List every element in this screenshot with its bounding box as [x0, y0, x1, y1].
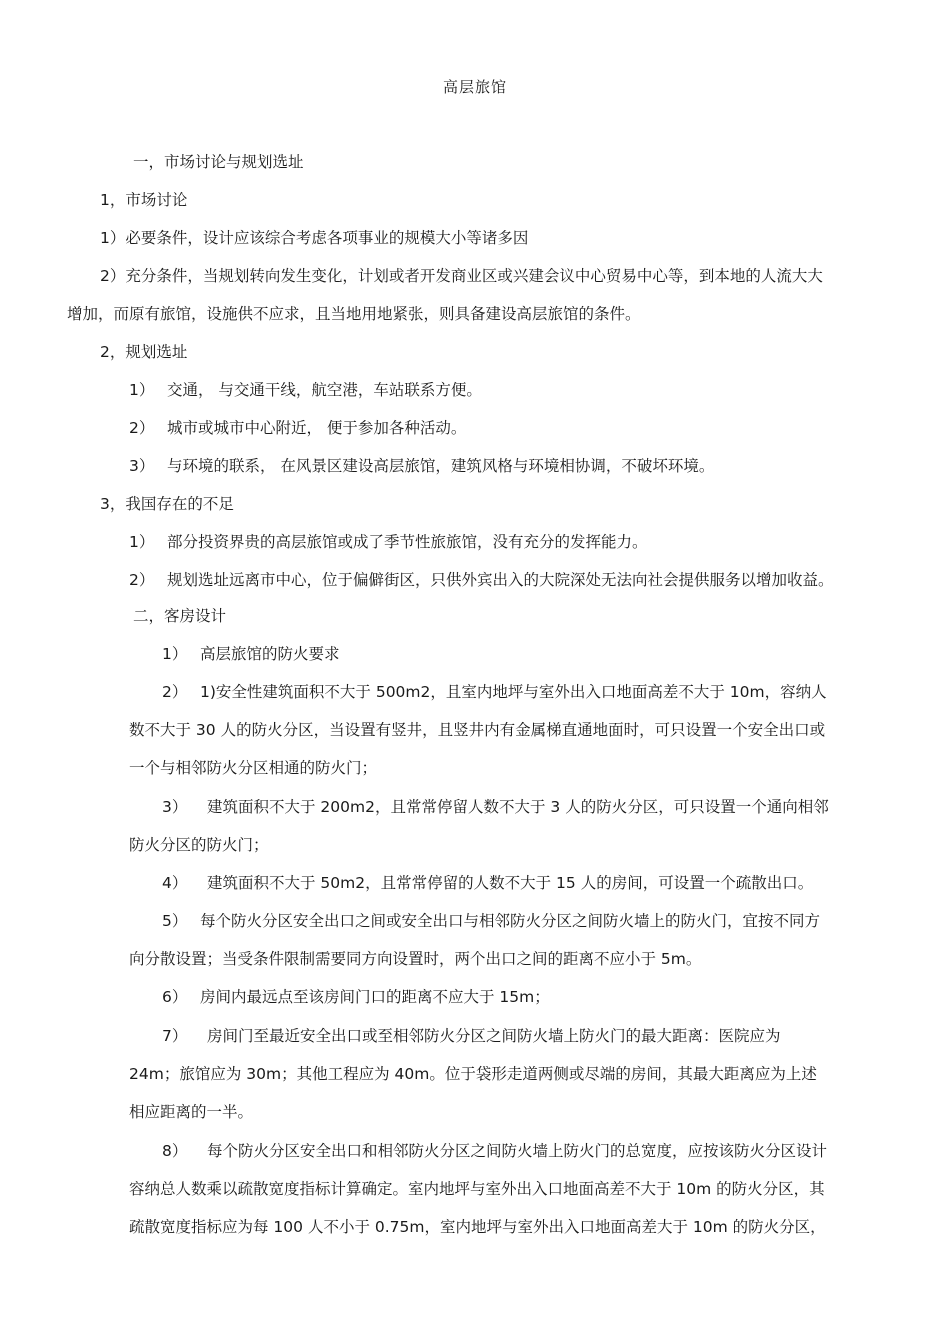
list-item-text: 交通， 与交通干线，航空港，车站联系方便。	[167, 381, 482, 399]
fire-item-4	[162, 873, 813, 893]
fire-item-7-line3: 相应距离的一半。	[129, 1103, 254, 1121]
list-item-text: 部分投资界贵的高层旅馆或成了季节性旅旅馆，没有充分的发挥能力。	[167, 533, 648, 551]
fire-item-3-line1	[162, 797, 829, 817]
list-item-text: 高层旅馆的防火要求	[200, 645, 340, 663]
list-item-text: 与环境的联系， 在风景区建设高层旅馆，建筑风格与环境相协调，不破坏环境。	[167, 457, 715, 475]
fire-item-2-line1	[162, 682, 827, 702]
list-number: 6）	[162, 988, 188, 1006]
list-number: 2）	[129, 419, 155, 437]
list-item-text: 房间内最远点至该房间门口的距离不应大于 15m；	[200, 988, 550, 1006]
list-number: 1）	[129, 533, 155, 551]
fire-item-6	[162, 987, 550, 1007]
paragraph-sufficient-condition-line2: 增加，而原有旅馆，设施供不应求，且当地用地紧张，则具备建设高层旅馆的条件。	[67, 305, 641, 323]
section-heading-1: 一，市场讨论与规划选址	[133, 153, 304, 171]
fire-item-5-line1	[162, 911, 820, 931]
fire-item-7-line2: 24m；旅馆应为 30m；其他工程应为 40m。位于袋形走道两侧或尽端的房间，其最大距离应为上述	[129, 1065, 817, 1083]
list-item-shortcoming-1	[129, 532, 648, 552]
fire-item-7-line1	[162, 1026, 781, 1046]
list-number: 8）	[162, 1142, 188, 1160]
paragraph-sufficient-condition-line1: 2）充分条件，当规划转向发生变化，计划或者开发商业区或兴建会议中心贸易中心等，到本地的人流大大	[100, 267, 823, 285]
list-number: 1）	[129, 381, 155, 399]
list-item-text: 每个防火分区安全出口之间或安全出口与相邻防火分区之间防火墙上的防火门，宜按不同方	[200, 912, 821, 930]
fire-item-1	[162, 644, 340, 664]
list-item-text: 1)安全性建筑面积不大于 500m2，且室内地坪与室外出入口地面高差不大于 10m，容纳人	[200, 683, 827, 701]
fire-item-3-line2: 防火分区的防火门；	[129, 836, 269, 854]
list-number: 3）	[162, 798, 188, 816]
list-item-text: 建筑面积不大于 200m2，且常常停留人数不大于 3 人的防火分区，可只设置一个通向相邻	[207, 798, 829, 816]
fire-item-5-line2: 向分散设置；当受条件限制需要同方向设置时，两个出口之间的距离不应小于 5m。	[129, 950, 702, 968]
fire-item-8-line2: 容纳总人数乘以疏散宽度指标计算确定。室内地坪与室外出入口地面高差不大于 10m 的防火分区，其	[129, 1180, 825, 1198]
list-item-text: 城市或城市中心附近， 便于参加各种活动。	[167, 419, 467, 437]
paragraph-necessary-condition: 1）必要条件，设计应该综合考虑各项事业的规模大小等诸多因	[100, 229, 529, 247]
section-heading-2: 二，客房设计	[133, 607, 227, 625]
list-item-text: 规划选址远离市中心，位于偏僻街区，只供外宾出入的大院深处无法向社会提供服务以增加收益。	[167, 571, 834, 589]
list-number: 2）	[162, 683, 188, 701]
list-item-text: 建筑面积不大于 50m2，且常常停留的人数不大于 15 人的房间，可设置一个疏散出口。	[207, 874, 814, 892]
list-item-site-2	[129, 418, 466, 438]
subsection-heading-market: 1，市场讨论	[100, 191, 188, 209]
list-item-site-1	[129, 380, 482, 400]
document-title: 高层旅馆	[442, 78, 507, 96]
list-number: 2）	[129, 571, 155, 589]
subsection-heading-site: 2，规划选址	[100, 343, 188, 361]
subsection-heading-shortcomings: 3，我国存在的不足	[100, 495, 234, 513]
list-number: 4）	[162, 874, 188, 892]
list-item-text: 房间门至最近安全出口或至相邻防火分区之间防火墙上防火门的最大距离：医院应为	[207, 1027, 781, 1045]
list-number: 5）	[162, 912, 188, 930]
list-item-shortcoming-2	[129, 570, 834, 590]
list-item-site-3	[129, 456, 714, 476]
list-item-text: 每个防火分区安全出口和相邻防火分区之间防火墙上防火门的总宽度，应按该防火分区设计	[207, 1142, 828, 1160]
list-number: 7）	[162, 1027, 188, 1045]
list-number: 1）	[162, 645, 188, 663]
fire-item-2-line3: 一个与相邻防火分区相通的防火门；	[129, 759, 378, 777]
fire-item-2-line2: 数不大于 30 人的防火分区，当设置有竖井，且竖井内有金属梯直通地面时，可只设置一个安全出口或	[129, 721, 826, 739]
list-number: 3）	[129, 457, 155, 475]
fire-item-8-line3: 疏散宽度指标应为每 100 人不小于 0.75m，室内地坪与室外出入口地面高差大于 10m 的防火分区，	[129, 1218, 826, 1236]
fire-item-8-line1	[162, 1141, 827, 1161]
